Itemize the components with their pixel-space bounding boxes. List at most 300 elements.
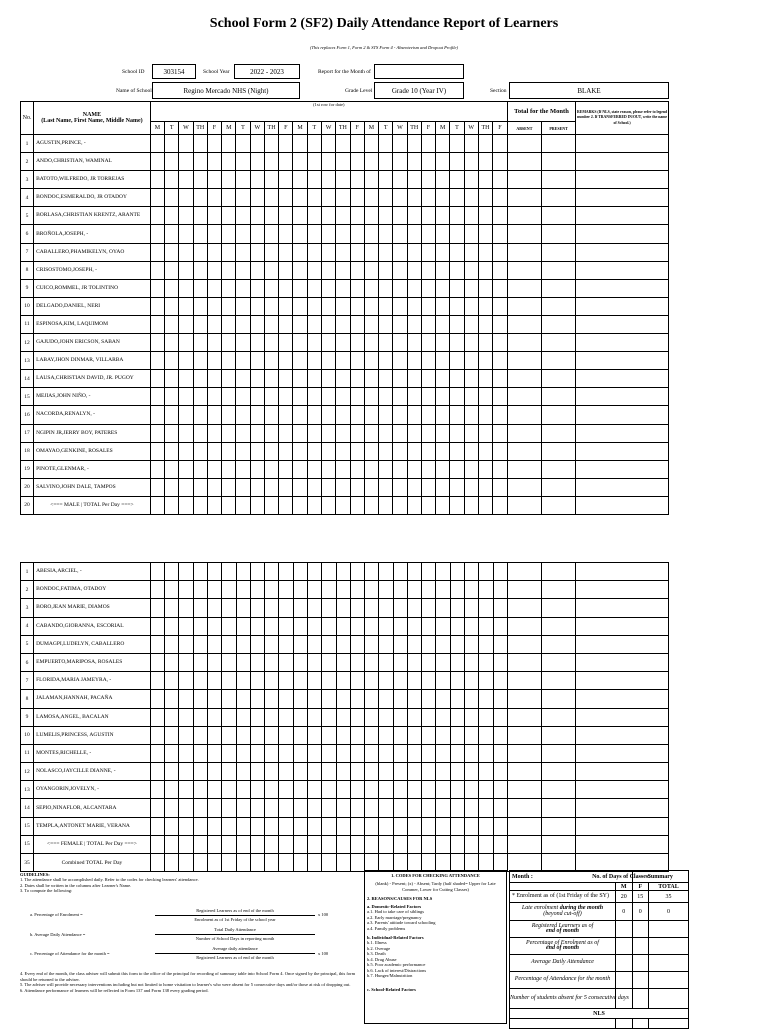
- attendance-cell[interactable]: [250, 352, 264, 370]
- attendance-cell[interactable]: [350, 135, 364, 153]
- attendance-cell[interactable]: [150, 781, 164, 799]
- attendance-cell[interactable]: [407, 315, 421, 333]
- attendance-cell[interactable]: [222, 690, 236, 708]
- remarks-cell[interactable]: [576, 171, 669, 189]
- attendance-cell[interactable]: [465, 672, 479, 690]
- absent-cell[interactable]: [507, 135, 541, 153]
- attendance-cell[interactable]: [279, 189, 293, 207]
- present-cell[interactable]: [542, 708, 576, 726]
- attendance-cell[interactable]: [450, 225, 464, 243]
- attendance-cell[interactable]: [222, 189, 236, 207]
- attendance-cell[interactable]: [279, 442, 293, 460]
- attendance-cell[interactable]: [222, 225, 236, 243]
- attendance-cell[interactable]: [236, 243, 250, 261]
- attendance-cell[interactable]: [222, 599, 236, 617]
- attendance-cell[interactable]: [179, 617, 193, 635]
- attendance-cell[interactable]: [179, 135, 193, 153]
- attendance-cell[interactable]: [407, 334, 421, 352]
- attendance-cell[interactable]: [407, 424, 421, 442]
- absent-cell[interactable]: [507, 243, 541, 261]
- attendance-cell[interactable]: [250, 744, 264, 762]
- attendance-cell[interactable]: [393, 171, 407, 189]
- attendance-cell[interactable]: [222, 315, 236, 333]
- attendance-cell[interactable]: [393, 261, 407, 279]
- attendance-cell[interactable]: [336, 315, 350, 333]
- attendance-cell[interactable]: [336, 334, 350, 352]
- attendance-cell[interactable]: [279, 672, 293, 690]
- attendance-cell[interactable]: [307, 599, 321, 617]
- attendance-cell[interactable]: [479, 708, 493, 726]
- attendance-cell[interactable]: [365, 599, 379, 617]
- attendance-cell[interactable]: [236, 781, 250, 799]
- attendance-cell[interactable]: [464, 352, 478, 370]
- attendance-cell[interactable]: [479, 744, 493, 762]
- attendance-cell[interactable]: [179, 744, 193, 762]
- attendance-cell[interactable]: [222, 799, 236, 817]
- attendance-cell[interactable]: [279, 781, 293, 799]
- attendance-cell[interactable]: [293, 171, 307, 189]
- attendance-cell[interactable]: [207, 442, 221, 460]
- attendance-cell[interactable]: [265, 635, 279, 653]
- attendance-cell[interactable]: [222, 352, 236, 370]
- attendance-cell[interactable]: [393, 334, 407, 352]
- attendance-cell[interactable]: [150, 189, 164, 207]
- attendance-cell[interactable]: [407, 581, 421, 599]
- attendance-cell[interactable]: [336, 279, 350, 297]
- attendance-cell[interactable]: [365, 799, 379, 817]
- attendance-cell[interactable]: [264, 153, 278, 171]
- attendance-cell[interactable]: [307, 261, 321, 279]
- attendance-cell[interactable]: [478, 478, 492, 496]
- attendance-cell[interactable]: [165, 690, 179, 708]
- present-cell[interactable]: [542, 581, 576, 599]
- attendance-cell[interactable]: [464, 460, 478, 478]
- attendance-cell[interactable]: [350, 708, 364, 726]
- attendance-cell[interactable]: [379, 563, 393, 581]
- attendance-cell[interactable]: [165, 442, 179, 460]
- attendance-cell[interactable]: [350, 189, 364, 207]
- attendance-cell[interactable]: [250, 726, 264, 744]
- absent-cell[interactable]: [507, 279, 541, 297]
- attendance-cell[interactable]: [478, 352, 492, 370]
- attendance-cell[interactable]: [336, 370, 350, 388]
- absent-cell[interactable]: [507, 672, 541, 690]
- attendance-cell[interactable]: [450, 135, 464, 153]
- attendance-cell[interactable]: [436, 424, 450, 442]
- attendance-cell[interactable]: [379, 189, 393, 207]
- attendance-cell[interactable]: [336, 653, 350, 671]
- attendance-cell[interactable]: [479, 726, 493, 744]
- attendance-cell[interactable]: [265, 708, 279, 726]
- attendance-cell[interactable]: [379, 207, 393, 225]
- attendance-cell[interactable]: [493, 799, 507, 817]
- attendance-cell[interactable]: [393, 599, 407, 617]
- attendance-cell[interactable]: [179, 781, 193, 799]
- attendance-cell[interactable]: [264, 297, 278, 315]
- attendance-cell[interactable]: [165, 563, 179, 581]
- attendance-cell[interactable]: [450, 171, 464, 189]
- attendance-cell[interactable]: [150, 763, 164, 781]
- remarks-cell[interactable]: [576, 370, 669, 388]
- attendance-cell[interactable]: [464, 261, 478, 279]
- attendance-cell[interactable]: [179, 478, 193, 496]
- attendance-cell[interactable]: [407, 442, 421, 460]
- attendance-cell[interactable]: [436, 315, 450, 333]
- attendance-cell[interactable]: [150, 744, 164, 762]
- attendance-cell[interactable]: [450, 478, 464, 496]
- attendance-cell[interactable]: [322, 763, 336, 781]
- attendance-cell[interactable]: [478, 315, 492, 333]
- attendance-cell[interactable]: [350, 460, 364, 478]
- attendance-cell[interactable]: [464, 370, 478, 388]
- attendance-cell[interactable]: [336, 135, 350, 153]
- attendance-cell[interactable]: [193, 708, 207, 726]
- attendance-cell[interactable]: [279, 171, 293, 189]
- attendance-cell[interactable]: [364, 297, 378, 315]
- absent-cell[interactable]: [507, 781, 541, 799]
- attendance-cell[interactable]: [222, 297, 236, 315]
- attendance-cell[interactable]: [478, 424, 492, 442]
- attendance-cell[interactable]: [179, 297, 193, 315]
- attendance-cell[interactable]: [207, 460, 221, 478]
- attendance-cell[interactable]: [165, 635, 179, 653]
- attendance-cell[interactable]: [321, 189, 335, 207]
- attendance-cell[interactable]: [322, 563, 336, 581]
- attendance-cell[interactable]: [407, 406, 421, 424]
- attendance-cell[interactable]: [421, 189, 435, 207]
- present-cell[interactable]: [541, 189, 575, 207]
- attendance-cell[interactable]: [179, 563, 193, 581]
- attendance-cell[interactable]: [321, 406, 335, 424]
- attendance-cell[interactable]: [364, 243, 378, 261]
- attendance-cell[interactable]: [207, 424, 221, 442]
- absent-cell[interactable]: [507, 297, 541, 315]
- attendance-cell[interactable]: [293, 635, 307, 653]
- attendance-cell[interactable]: [165, 708, 179, 726]
- absent-cell[interactable]: [507, 261, 541, 279]
- attendance-cell[interactable]: [465, 581, 479, 599]
- present-cell[interactable]: [542, 563, 576, 581]
- attendance-cell[interactable]: [379, 315, 393, 333]
- attendance-cell[interactable]: [265, 672, 279, 690]
- attendance-cell[interactable]: [493, 581, 507, 599]
- attendance-cell[interactable]: [279, 799, 293, 817]
- remarks-cell[interactable]: [576, 599, 669, 617]
- attendance-cell[interactable]: [421, 171, 435, 189]
- attendance-cell[interactable]: [307, 460, 321, 478]
- attendance-cell[interactable]: [264, 171, 278, 189]
- attendance-cell[interactable]: [207, 617, 221, 635]
- attendance-cell[interactable]: [407, 744, 421, 762]
- attendance-cell[interactable]: [264, 460, 278, 478]
- attendance-cell[interactable]: [478, 279, 492, 297]
- attendance-cell[interactable]: [321, 424, 335, 442]
- attendance-cell[interactable]: [293, 135, 307, 153]
- attendance-cell[interactable]: [365, 726, 379, 744]
- attendance-cell[interactable]: [407, 672, 421, 690]
- attendance-cell[interactable]: [336, 781, 350, 799]
- attendance-cell[interactable]: [264, 243, 278, 261]
- attendance-cell[interactable]: [321, 478, 335, 496]
- attendance-cell[interactable]: [379, 442, 393, 460]
- attendance-cell[interactable]: [193, 744, 207, 762]
- school-year-field[interactable]: 2022 - 2023: [234, 64, 300, 79]
- remarks-cell[interactable]: [576, 817, 669, 835]
- attendance-cell[interactable]: [307, 635, 321, 653]
- attendance-cell[interactable]: [150, 581, 164, 599]
- attendance-cell[interactable]: [236, 171, 250, 189]
- attendance-cell[interactable]: [436, 672, 450, 690]
- attendance-cell[interactable]: [465, 708, 479, 726]
- attendance-cell[interactable]: [207, 153, 221, 171]
- attendance-cell[interactable]: [222, 261, 236, 279]
- attendance-cell[interactable]: [350, 261, 364, 279]
- attendance-cell[interactable]: [393, 442, 407, 460]
- attendance-cell[interactable]: [307, 315, 321, 333]
- attendance-cell[interactable]: [250, 672, 264, 690]
- attendance-cell[interactable]: [236, 406, 250, 424]
- remarks-cell[interactable]: [576, 617, 669, 635]
- attendance-cell[interactable]: [479, 763, 493, 781]
- attendance-cell[interactable]: [450, 424, 464, 442]
- remarks-cell[interactable]: [576, 708, 669, 726]
- attendance-cell[interactable]: [393, 297, 407, 315]
- attendance-cell[interactable]: [465, 690, 479, 708]
- attendance-cell[interactable]: [250, 478, 264, 496]
- attendance-cell[interactable]: [421, 315, 435, 333]
- attendance-cell[interactable]: [150, 726, 164, 744]
- attendance-cell[interactable]: [236, 708, 250, 726]
- attendance-cell[interactable]: [179, 599, 193, 617]
- present-cell[interactable]: [542, 763, 576, 781]
- attendance-cell[interactable]: [307, 708, 321, 726]
- attendance-cell[interactable]: [493, 352, 508, 370]
- present-cell[interactable]: [542, 653, 576, 671]
- attendance-cell[interactable]: [493, 388, 508, 406]
- attendance-cell[interactable]: [222, 817, 236, 835]
- attendance-cell[interactable]: [465, 617, 479, 635]
- attendance-cell[interactable]: [222, 635, 236, 653]
- attendance-cell[interactable]: [364, 352, 378, 370]
- attendance-cell[interactable]: [264, 279, 278, 297]
- attendance-cell[interactable]: [250, 243, 264, 261]
- attendance-cell[interactable]: [279, 388, 293, 406]
- attendance-cell[interactable]: [350, 370, 364, 388]
- absent-cell[interactable]: [507, 599, 541, 617]
- attendance-cell[interactable]: [436, 817, 450, 835]
- absent-cell[interactable]: [507, 442, 541, 460]
- attendance-cell[interactable]: [365, 817, 379, 835]
- attendance-cell[interactable]: [293, 744, 307, 762]
- attendance-cell[interactable]: [250, 563, 264, 581]
- attendance-cell[interactable]: [279, 708, 293, 726]
- present-cell[interactable]: [541, 334, 575, 352]
- attendance-cell[interactable]: [436, 135, 450, 153]
- attendance-cell[interactable]: [293, 388, 307, 406]
- attendance-cell[interactable]: [222, 617, 236, 635]
- attendance-cell[interactable]: [236, 460, 250, 478]
- attendance-cell[interactable]: [421, 243, 435, 261]
- attendance-cell[interactable]: [479, 581, 493, 599]
- absent-cell[interactable]: [507, 460, 541, 478]
- remarks-cell[interactable]: [576, 189, 669, 207]
- present-cell[interactable]: [541, 406, 575, 424]
- attendance-cell[interactable]: [307, 690, 321, 708]
- attendance-cell[interactable]: [379, 763, 393, 781]
- attendance-cell[interactable]: [265, 563, 279, 581]
- attendance-cell[interactable]: [222, 424, 236, 442]
- attendance-cell[interactable]: [350, 297, 364, 315]
- attendance-cell[interactable]: [265, 799, 279, 817]
- attendance-cell[interactable]: [393, 653, 407, 671]
- attendance-cell[interactable]: [436, 635, 450, 653]
- attendance-cell[interactable]: [250, 424, 264, 442]
- attendance-cell[interactable]: [479, 817, 493, 835]
- attendance-cell[interactable]: [222, 388, 236, 406]
- present-cell[interactable]: [541, 297, 575, 315]
- attendance-cell[interactable]: [364, 279, 378, 297]
- attendance-cell[interactable]: [279, 817, 293, 835]
- attendance-cell[interactable]: [379, 171, 393, 189]
- attendance-cell[interactable]: [436, 781, 450, 799]
- remarks-cell[interactable]: [576, 690, 669, 708]
- attendance-cell[interactable]: [293, 315, 307, 333]
- attendance-cell[interactable]: [478, 334, 492, 352]
- attendance-cell[interactable]: [464, 225, 478, 243]
- absent-cell[interactable]: [507, 563, 541, 581]
- attendance-cell[interactable]: [150, 225, 164, 243]
- attendance-cell[interactable]: [321, 460, 335, 478]
- attendance-cell[interactable]: [365, 708, 379, 726]
- attendance-cell[interactable]: [150, 690, 164, 708]
- attendance-cell[interactable]: [450, 672, 464, 690]
- attendance-cell[interactable]: [436, 690, 450, 708]
- attendance-cell[interactable]: [493, 781, 507, 799]
- attendance-cell[interactable]: [193, 225, 207, 243]
- attendance-cell[interactable]: [422, 744, 436, 762]
- attendance-cell[interactable]: [493, 424, 508, 442]
- attendance-cell[interactable]: [450, 442, 464, 460]
- attendance-cell[interactable]: [421, 261, 435, 279]
- attendance-cell[interactable]: [150, 370, 164, 388]
- attendance-cell[interactable]: [236, 744, 250, 762]
- attendance-cell[interactable]: [222, 153, 236, 171]
- attendance-cell[interactable]: [222, 708, 236, 726]
- attendance-cell[interactable]: [307, 726, 321, 744]
- attendance-cell[interactable]: [450, 370, 464, 388]
- absent-cell[interactable]: [507, 478, 541, 496]
- attendance-cell[interactable]: [193, 690, 207, 708]
- attendance-cell[interactable]: [236, 315, 250, 333]
- attendance-cell[interactable]: [236, 442, 250, 460]
- attendance-cell[interactable]: [193, 189, 207, 207]
- attendance-cell[interactable]: [436, 563, 450, 581]
- attendance-cell[interactable]: [307, 388, 321, 406]
- absent-cell[interactable]: [507, 225, 541, 243]
- attendance-cell[interactable]: [293, 370, 307, 388]
- absent-cell[interactable]: [507, 207, 541, 225]
- attendance-cell[interactable]: [150, 599, 164, 617]
- attendance-cell[interactable]: [422, 581, 436, 599]
- attendance-cell[interactable]: [393, 672, 407, 690]
- absent-cell[interactable]: [507, 708, 541, 726]
- attendance-cell[interactable]: [478, 243, 492, 261]
- attendance-cell[interactable]: [436, 370, 450, 388]
- attendance-cell[interactable]: [350, 635, 364, 653]
- attendance-cell[interactable]: [150, 635, 164, 653]
- attendance-cell[interactable]: [279, 478, 293, 496]
- attendance-cell[interactable]: [350, 388, 364, 406]
- attendance-cell[interactable]: [393, 225, 407, 243]
- attendance-cell[interactable]: [293, 189, 307, 207]
- attendance-cell[interactable]: [307, 442, 321, 460]
- attendance-cell[interactable]: [279, 153, 293, 171]
- absent-cell[interactable]: [507, 817, 541, 835]
- attendance-cell[interactable]: [421, 225, 435, 243]
- attendance-cell[interactable]: [207, 726, 221, 744]
- attendance-cell[interactable]: [393, 279, 407, 297]
- attendance-cell[interactable]: [279, 617, 293, 635]
- attendance-cell[interactable]: [265, 817, 279, 835]
- attendance-cell[interactable]: [436, 352, 450, 370]
- attendance-cell[interactable]: [407, 279, 421, 297]
- attendance-cell[interactable]: [264, 261, 278, 279]
- attendance-cell[interactable]: [307, 243, 321, 261]
- attendance-cell[interactable]: [379, 781, 393, 799]
- attendance-cell[interactable]: [179, 334, 193, 352]
- attendance-cell[interactable]: [222, 763, 236, 781]
- attendance-cell[interactable]: [450, 315, 464, 333]
- attendance-cell[interactable]: [222, 581, 236, 599]
- attendance-cell[interactable]: [493, 708, 507, 726]
- attendance-cell[interactable]: [493, 406, 508, 424]
- attendance-cell[interactable]: [321, 388, 335, 406]
- attendance-cell[interactable]: [264, 334, 278, 352]
- attendance-cell[interactable]: [279, 334, 293, 352]
- attendance-cell[interactable]: [464, 442, 478, 460]
- absent-cell[interactable]: [507, 690, 541, 708]
- attendance-cell[interactable]: [393, 388, 407, 406]
- attendance-cell[interactable]: [479, 563, 493, 581]
- attendance-cell[interactable]: [307, 352, 321, 370]
- attendance-cell[interactable]: [436, 334, 450, 352]
- attendance-cell[interactable]: [336, 243, 350, 261]
- attendance-cell[interactable]: [364, 406, 378, 424]
- attendance-cell[interactable]: [193, 617, 207, 635]
- attendance-cell[interactable]: [450, 690, 464, 708]
- present-cell[interactable]: [542, 672, 576, 690]
- attendance-cell[interactable]: [379, 672, 393, 690]
- attendance-cell[interactable]: [179, 690, 193, 708]
- attendance-cell[interactable]: [265, 581, 279, 599]
- attendance-cell[interactable]: [236, 635, 250, 653]
- attendance-cell[interactable]: [322, 781, 336, 799]
- attendance-cell[interactable]: [493, 370, 508, 388]
- attendance-cell[interactable]: [393, 207, 407, 225]
- attendance-cell[interactable]: [350, 781, 364, 799]
- attendance-cell[interactable]: [307, 225, 321, 243]
- attendance-cell[interactable]: [364, 478, 378, 496]
- attendance-cell[interactable]: [407, 653, 421, 671]
- attendance-cell[interactable]: [307, 478, 321, 496]
- attendance-cell[interactable]: [393, 799, 407, 817]
- attendance-cell[interactable]: [379, 243, 393, 261]
- attendance-cell[interactable]: [293, 424, 307, 442]
- attendance-cell[interactable]: [179, 388, 193, 406]
- attendance-cell[interactable]: [193, 635, 207, 653]
- attendance-cell[interactable]: [264, 315, 278, 333]
- attendance-cell[interactable]: [236, 672, 250, 690]
